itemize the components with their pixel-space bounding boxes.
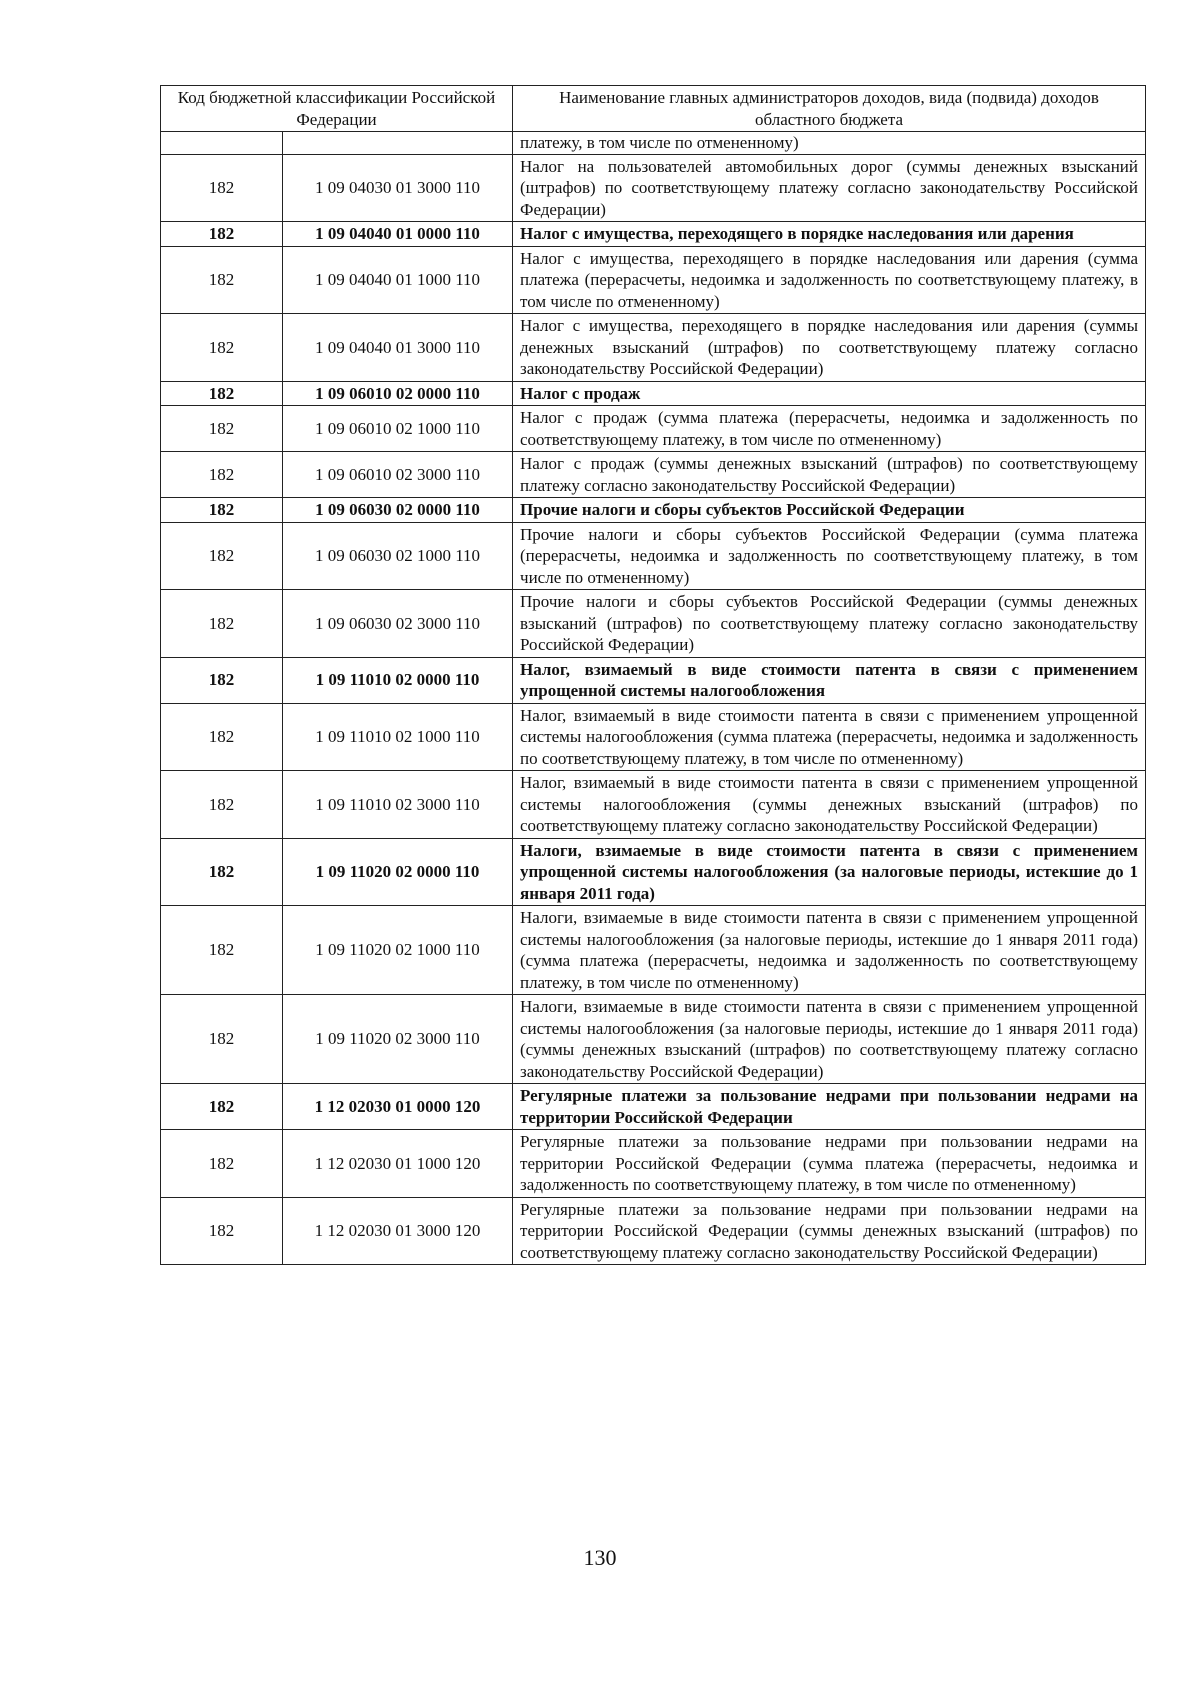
admin-code-cell: 182 — [161, 1197, 283, 1265]
income-name-cell: Налог на пользователей автомобильных дорог (суммы денежных взысканий (штрафов) по соответствующему платежу согласно законодательству Российской Федерации) — [513, 154, 1146, 222]
table-row-group — [161, 498, 1146, 523]
classification-code-cell: 1 12 02030 01 1000 120 — [283, 1130, 513, 1198]
admin-code-cell: 182 — [161, 771, 283, 839]
classification-code-cell: 1 09 04040 01 1000 110 — [283, 246, 513, 314]
income-name-cell: Налог с продаж (суммы денежных взысканий (штрафов) по соответствующему платежу согласно законодательству Российской Федерации) — [513, 452, 1146, 498]
table-row — [161, 406, 1146, 452]
classification-code-cell: 1 09 06010 02 0000 110 — [283, 381, 513, 406]
admin-code-cell: 182 — [161, 154, 283, 222]
classification-code-cell: 1 09 04040 01 0000 110 — [283, 222, 513, 247]
admin-code-cell: 182 — [161, 246, 283, 314]
table-row — [161, 995, 1146, 1084]
classification-code-cell: 1 09 06010 02 3000 110 — [283, 452, 513, 498]
income-name-cell: Налоги, взимаемые в виде стоимости патента в связи с применением упрощенной системы налогообложения (за налоговые периоды, истекшие до 1 января 2011 года) (суммы денежных взысканий (штрафов) по соответствующему платежу согласно законодательству Российской Федерации) — [513, 995, 1146, 1084]
admin-code-cell: 182 — [161, 452, 283, 498]
income-name-cell: Налог, взимаемый в виде стоимости патента в связи с применением упрощенной системы налогообложения — [513, 657, 1146, 703]
table-row — [161, 906, 1146, 995]
admin-code-cell: 182 — [161, 381, 283, 406]
continuation-admin-cell — [161, 132, 283, 155]
income-name-cell: Прочие налоги и сборы субъектов Российской Федерации (сумма платежа (перерасчеты, недоимка и задолженность по соответствующему платежу, в том числе по отмененному) — [513, 522, 1146, 590]
classification-code-cell: 1 12 02030 01 3000 120 — [283, 1197, 513, 1265]
table-row — [161, 314, 1146, 382]
classification-code-cell: 1 09 06030 02 1000 110 — [283, 522, 513, 590]
table-body — [161, 132, 1146, 1265]
admin-code-cell: 182 — [161, 222, 283, 247]
header-code-column: Код бюджетной классификации Российской Федерации — [161, 86, 513, 132]
income-name-cell: Налог с имущества, переходящего в порядке наследования или дарения (сумма платежа (перерасчеты, недоимка и задолженность по соответствующему платежу, в том числе по отмененному) — [513, 246, 1146, 314]
admin-code-cell: 182 — [161, 406, 283, 452]
classification-code-cell: 1 09 11020 02 3000 110 — [283, 995, 513, 1084]
table-row-group — [161, 657, 1146, 703]
income-name-cell: Прочие налоги и сборы субъектов Российской Федерации (суммы денежных взысканий (штрафов) по соответствующему платежу согласно законодательству Российской Федерации) — [513, 590, 1146, 658]
continuation-row — [161, 132, 1146, 155]
classification-code-cell: 1 09 06030 02 3000 110 — [283, 590, 513, 658]
classification-code-cell: 1 09 04030 01 3000 110 — [283, 154, 513, 222]
table-header-row — [161, 86, 1146, 132]
classification-code-cell: 1 09 11010 02 3000 110 — [283, 771, 513, 839]
income-name-cell: Налог с продаж — [513, 381, 1146, 406]
income-name-cell: Налог, взимаемый в виде стоимости патента в связи с применением упрощенной системы налогообложения (сумма платежа (перерасчеты, недоимка и задолженность по соответствующему платежу, в том числе по отмененному) — [513, 703, 1146, 771]
table-row — [161, 590, 1146, 658]
income-name-cell: Регулярные платежи за пользование недрами при пользовании недрами на территории Российской Федерации — [513, 1084, 1146, 1130]
table-row-group — [161, 381, 1146, 406]
classification-code-cell: 1 09 06010 02 1000 110 — [283, 406, 513, 452]
classification-code-cell: 1 09 11020 02 0000 110 — [283, 838, 513, 906]
classification-code-cell: 1 12 02030 01 0000 120 — [283, 1084, 513, 1130]
table-row — [161, 771, 1146, 839]
classification-code-cell: 1 09 11010 02 1000 110 — [283, 703, 513, 771]
admin-code-cell: 182 — [161, 522, 283, 590]
classification-code-cell: 1 09 11020 02 1000 110 — [283, 906, 513, 995]
table-row — [161, 1197, 1146, 1265]
income-name-cell: Налог с продаж (сумма платежа (перерасчеты, недоимка и задолженность по соответствующему платежу, в том числе по отмененному) — [513, 406, 1146, 452]
admin-code-cell: 182 — [161, 657, 283, 703]
table-row — [161, 703, 1146, 771]
continuation-code-cell — [283, 132, 513, 155]
admin-code-cell: 182 — [161, 314, 283, 382]
table-row — [161, 246, 1146, 314]
table-row-group — [161, 838, 1146, 906]
table-row-group — [161, 222, 1146, 247]
classification-code-cell: 1 09 06030 02 0000 110 — [283, 498, 513, 523]
income-name-cell: Прочие налоги и сборы субъектов Российской Федерации — [513, 498, 1146, 523]
income-name-cell: Налог с имущества, переходящего в порядке наследования или дарения — [513, 222, 1146, 247]
continuation-text: платежу, в том числе по отмененному) — [513, 132, 1146, 155]
table-row — [161, 1130, 1146, 1198]
income-name-cell: Налог с имущества, переходящего в порядке наследования или дарения (суммы денежных взысканий (штрафов) по соответствующему платежу согласно законодательству Российской Федерации) — [513, 314, 1146, 382]
admin-code-cell: 182 — [161, 498, 283, 523]
table-row — [161, 154, 1146, 222]
admin-code-cell: 182 — [161, 703, 283, 771]
admin-code-cell: 182 — [161, 1084, 283, 1130]
classification-code-cell: 1 09 11010 02 0000 110 — [283, 657, 513, 703]
income-name-cell: Налоги, взимаемые в виде стоимости патента в связи с применением упрощенной системы налогообложения (за налоговые периоды, истекшие до 1 января 2011 года) (сумма платежа (перерасчеты, недоимка и задолженность по соответствующему платежу, в том числе по отмененному) — [513, 906, 1146, 995]
admin-code-cell: 182 — [161, 838, 283, 906]
admin-code-cell: 182 — [161, 1130, 283, 1198]
table-row — [161, 452, 1146, 498]
budget-classification-table — [160, 85, 1146, 1265]
admin-code-cell: 182 — [161, 906, 283, 995]
header-name-column: Наименование главных администраторов доходов, вида (подвида) доходов областного бюджета — [513, 86, 1146, 132]
admin-code-cell: 182 — [161, 590, 283, 658]
admin-code-cell: 182 — [161, 995, 283, 1084]
classification-code-cell: 1 09 04040 01 3000 110 — [283, 314, 513, 382]
income-name-cell: Регулярные платежи за пользование недрами при пользовании недрами на территории Российской Федерации (суммы денежных взысканий (штрафов) по соответствующему платежу согласно законодательству Российской Федерации) — [513, 1197, 1146, 1265]
income-name-cell: Налог, взимаемый в виде стоимости патента в связи с применением упрощенной системы налогообложения (суммы денежных взысканий (штрафов) по соответствующему платежу согласно законодательству Российской Федерации) — [513, 771, 1146, 839]
income-name-cell: Налоги, взимаемые в виде стоимости патента в связи с применением упрощенной системы налогообложения (за налоговые периоды, истекшие до 1 января 2011 года) — [513, 838, 1146, 906]
page-number: 130 — [583, 1545, 617, 1570]
table-row-group — [161, 1084, 1146, 1130]
table-row — [161, 522, 1146, 590]
income-name-cell: Регулярные платежи за пользование недрами при пользовании недрами на территории Российской Федерации (сумма платежа (перерасчеты, недоимка и задолженность по соответствующему платежу, в том числе по отмененному) — [513, 1130, 1146, 1198]
